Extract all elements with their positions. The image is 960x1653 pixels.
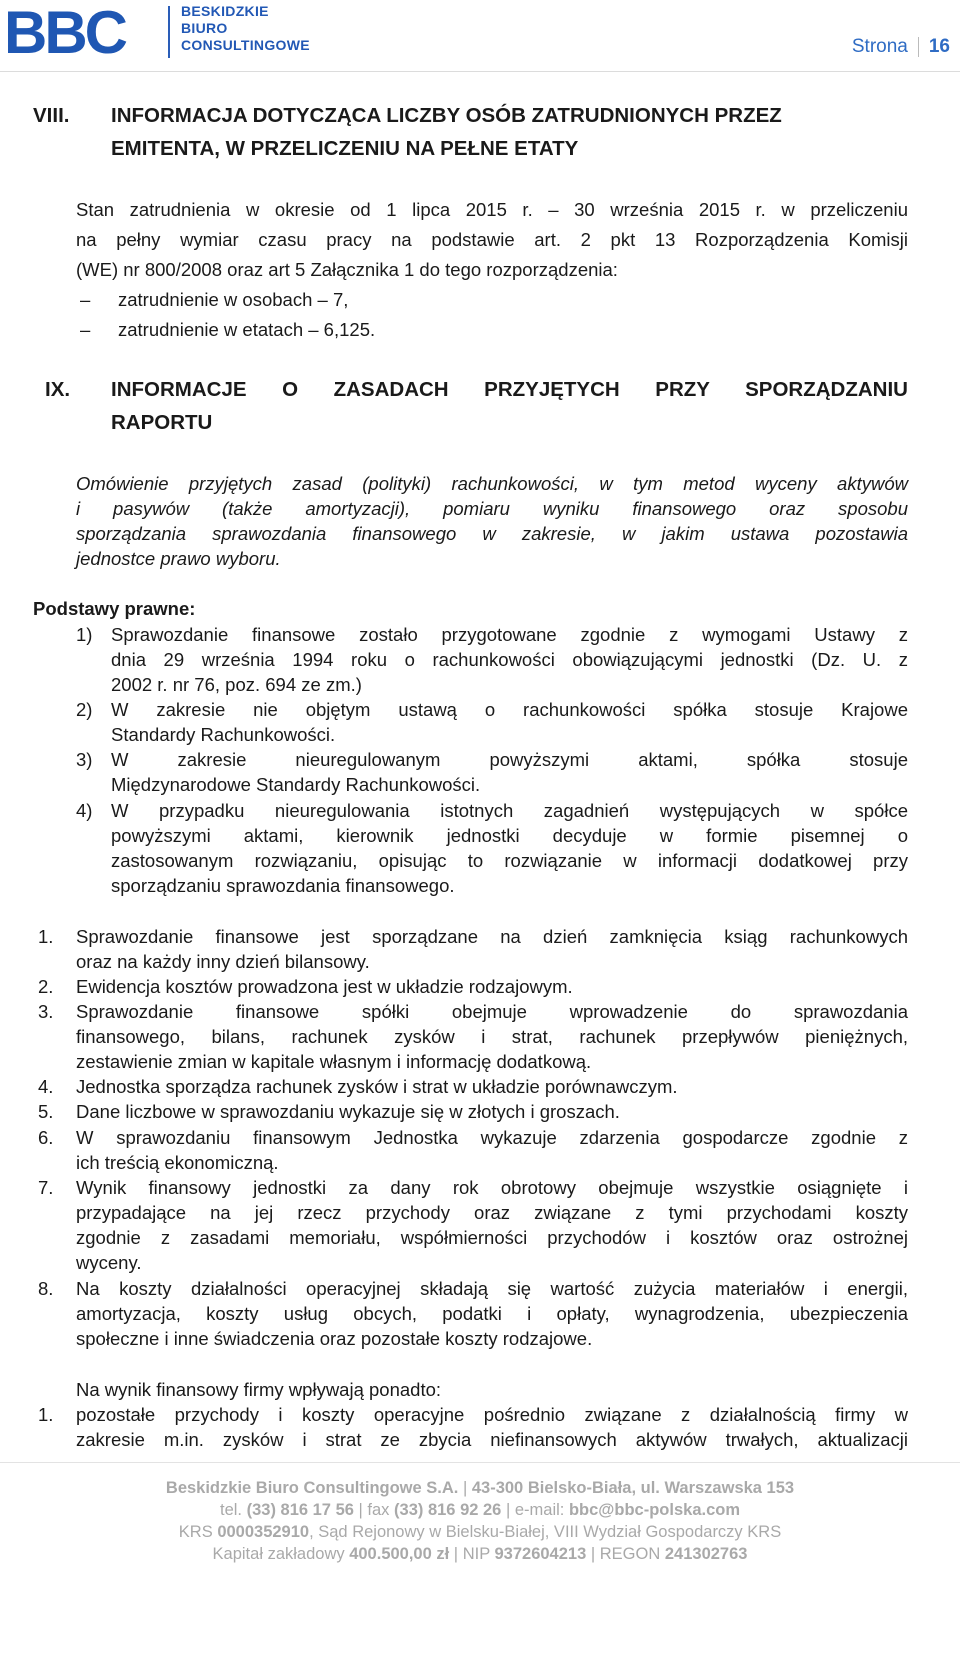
list-item-line: W zakresie nie objętym ustawą o rachunkowości spółka stosuje Krajowe [111, 699, 908, 720]
list-number: 3) [76, 749, 93, 770]
list-item-line: oraz na każdy inny dzień bilansowy. [76, 951, 370, 972]
list-item-line: pozostałe przychody i koszty operacyjne pośrednio związane z działalnością firmy w [76, 1404, 908, 1425]
list-item-line: zastosowanym rozwiązaniu, opisując to rozwiązanie w informacji dodatkowej przy [111, 850, 908, 871]
footer-email-label: e-mail: [514, 1501, 565, 1519]
bullet-item: zatrudnienie w osobach – 7, [118, 289, 349, 310]
list-item-line: Ewidencja kosztów prowadzona jest w układzie rodzajowym. [76, 976, 573, 997]
list-item-line: W przypadku nieuregulowania istotnych zagadnień występujących w spółce [111, 800, 908, 821]
footer-address: 43-300 Bielsko-Biała, ul. Warszawska 153 [471, 1479, 795, 1497]
footer-line-capital [0, 1543, 960, 1565]
company-name-block [181, 3, 310, 54]
list-item-line: Sprawozdanie finansowe jest sporządzane na dzień zamknięcia ksiąg rachunkowych [76, 926, 908, 947]
legal-basis-heading: Podstawy prawne: [33, 598, 196, 619]
section-title: INFORMACJA DOTYCZĄCA LICZBY OSÓB ZATRUDNIONYCH PRZEZ [111, 104, 782, 127]
list-item-line: Na koszty działalności operacyjnej składają się wartość zużycia materiałów i energii, [76, 1278, 908, 1299]
footer-separator: | [590, 1545, 596, 1563]
page-label: Strona [851, 36, 908, 57]
list-item-line: dnia 29 września 1994 roku o rachunkowości obowiązującymi jednostki (Dz. U. z [111, 649, 908, 670]
list-item-line: przypadające na jej rzecz przychody oraz związane z tymi przychodami koszty [76, 1202, 908, 1223]
list-item-line: zgodnie z zasadami memoriału, współmierności przychodów i kosztów oraz ostrożnej [76, 1227, 908, 1248]
list-item-line: społeczne i inne świadczenia oraz pozostałe koszty rodzajowe. [76, 1328, 593, 1349]
footer-line-company [0, 1477, 960, 1499]
section-number: VIII. [33, 104, 70, 127]
section-title: EMITENTA, W PRZELICZENIU NA PEŁNE ETATY [111, 137, 579, 160]
list-number: 5. [38, 1101, 54, 1122]
footer-court: , Sąd Rejonowy w Bielsku-Białej, VIII Wydział Gospodarczy KRS [309, 1523, 782, 1541]
footer-separator: | [453, 1545, 459, 1563]
footer-regon: 241302763 [664, 1545, 748, 1563]
list-item-line: zakresie m.in. zysków i strat ze zbycia niefinansowych aktywów trwałych, aktualizacji [76, 1429, 908, 1450]
paragraph-line: (WE) nr 800/2008 oraz art 5 Załącznika 1 do tego rozporządzenia: [76, 259, 618, 280]
italic-paragraph-line: Omówienie przyjętych zasad (polityki) rachunkowości, w tym metod wyceny aktywów [76, 473, 908, 494]
footer-nip-label: NIP [462, 1545, 490, 1563]
list-number: 7. [38, 1177, 54, 1198]
list-item-line: zestawienie zmian w kapitale własnym i informację dodatkową. [76, 1051, 592, 1072]
footer-tel-label: tel. [219, 1501, 242, 1519]
footer-separator: | [358, 1501, 363, 1519]
list-number: 8. [38, 1278, 54, 1299]
section-title: RAPORTU [111, 411, 213, 434]
list-number: 2. [38, 976, 54, 997]
list-number: 2) [76, 699, 93, 720]
list-item-line: Wynik finansowy jednostki za dany rok obrotowy obejmuje wszystkie osiągnięte i [76, 1177, 908, 1198]
footer-line-contact [0, 1499, 960, 1521]
list-number: 1) [76, 624, 93, 645]
page-number-divider [918, 37, 919, 57]
bullet-dash: – [80, 319, 91, 340]
list-item-line: 2002 r. nr 76, poz. 694 ze zm.) [111, 674, 362, 695]
footer-fax: (33) 816 92 26 [394, 1501, 502, 1519]
list-number: 1. [38, 1404, 54, 1425]
logo-text: BBC [4, 4, 125, 58]
footer-capital: 400.500,00 zł [349, 1545, 450, 1563]
list-item-line: sporządzaniu sprawozdania finansowego. [111, 875, 455, 896]
paragraph-line: Na wynik finansowy firmy wpływają ponadto: [76, 1379, 442, 1400]
bbc-logo [4, 4, 154, 58]
list-number: 1. [38, 926, 54, 947]
header-rule [0, 71, 960, 72]
page-number: 16 [928, 36, 950, 57]
italic-paragraph-line: sporządzania sprawozdania finansowego w zakresie, w jakim ustawa pozostawia [76, 523, 908, 544]
footer-capital-label: Kapitał zakładowy [212, 1545, 345, 1563]
footer-separator: | [505, 1501, 511, 1519]
footer-email[interactable]: bbc@bbc-polska.com [568, 1501, 741, 1519]
company-name-line: BIURO [181, 20, 228, 36]
company-name-line: CONSULTINGOWE [181, 37, 310, 53]
list-item-line: powyższymi aktami, kierownik jednostki decyduje w formie pisemnej o [111, 825, 908, 846]
footer-line-registry [0, 1521, 960, 1543]
footer-company: Beskidzkie Biuro Consultingowe S.A. [165, 1479, 459, 1497]
list-number: 4) [76, 800, 93, 821]
list-item-line: ich treścią ekonomiczną. [76, 1152, 279, 1173]
paragraph-line: Stan zatrudnienia w okresie od 1 lipca 2015 r. – 30 września 2015 r. w przeliczeniu [76, 199, 908, 220]
list-item-line: Jednostka sporządza rachunek zysków i strat w układzie porównawczym. [76, 1076, 678, 1097]
list-item-line: Sprawozdanie finansowe spółki obejmuje wprowadzenie do sprawozdania [76, 1001, 908, 1022]
footer-separator: | [462, 1479, 468, 1497]
list-item-line: Międzynarodowe Standardy Rachunkowości. [111, 774, 481, 795]
footer-nip: 9372604213 [494, 1545, 587, 1563]
bullet-item: zatrudnienie w etatach – 6,125. [118, 319, 376, 340]
section-number: IX. [45, 378, 71, 401]
footer-rule [0, 1462, 960, 1463]
italic-paragraph-line: jednostce prawo wyboru. [76, 548, 281, 569]
italic-paragraph-line: i pasywów (także amortyzacji), pomiaru wyniku finansowego oraz sposobu [76, 498, 908, 519]
list-item-line: finansowego, bilans, rachunek zysków i strat, rachunek przepływów pieniężnych, [76, 1026, 908, 1047]
paragraph-line: na pełny wymiar czasu pracy na podstawie art. 2 pkt 13 Rozporządzenia Komisji [76, 229, 908, 250]
bullet-dash: – [80, 289, 91, 310]
footer-regon-label: REGON [599, 1545, 661, 1563]
page-header [0, 0, 960, 72]
page-footer [0, 1477, 960, 1565]
section-title: INFORMACJE O ZASADACH PRZYJĘTYCH PRZY SPORZĄDZANIU [111, 378, 908, 401]
footer-krs-label: KRS [178, 1523, 213, 1541]
list-item-line: W sprawozdaniu finansowym Jednostka wykazuje zdarzenia gospodarcze zgodnie z [76, 1127, 908, 1148]
list-item-line: W zakresie nieuregulowanym powyższymi aktami, spółka stosuje [111, 749, 908, 770]
list-item-line: Sprawozdanie finansowe zostało przygotowane zgodnie z wymogami Ustawy z [111, 624, 908, 645]
page-number-indicator [852, 36, 950, 58]
footer-fax-label: fax [367, 1501, 390, 1519]
list-item-line: wyceny. [76, 1252, 142, 1273]
footer-krs: 0000352910 [217, 1523, 310, 1541]
company-name-line: BESKIDZKIE [181, 3, 269, 19]
list-item-line: Standardy Rachunkowości. [111, 724, 336, 745]
list-number: 4. [38, 1076, 54, 1097]
logo-divider [168, 6, 170, 58]
list-number: 3. [38, 1001, 54, 1022]
list-item-line: amortyzacja, koszty usług obcych, podatki i opłaty, wynagrodzenia, ubezpieczenia [76, 1303, 908, 1324]
list-item-line: Dane liczbowe w sprawozdaniu wykazuje się w złotych i groszach. [76, 1101, 620, 1122]
footer-tel: (33) 816 17 56 [246, 1501, 354, 1519]
list-number: 6. [38, 1127, 54, 1148]
